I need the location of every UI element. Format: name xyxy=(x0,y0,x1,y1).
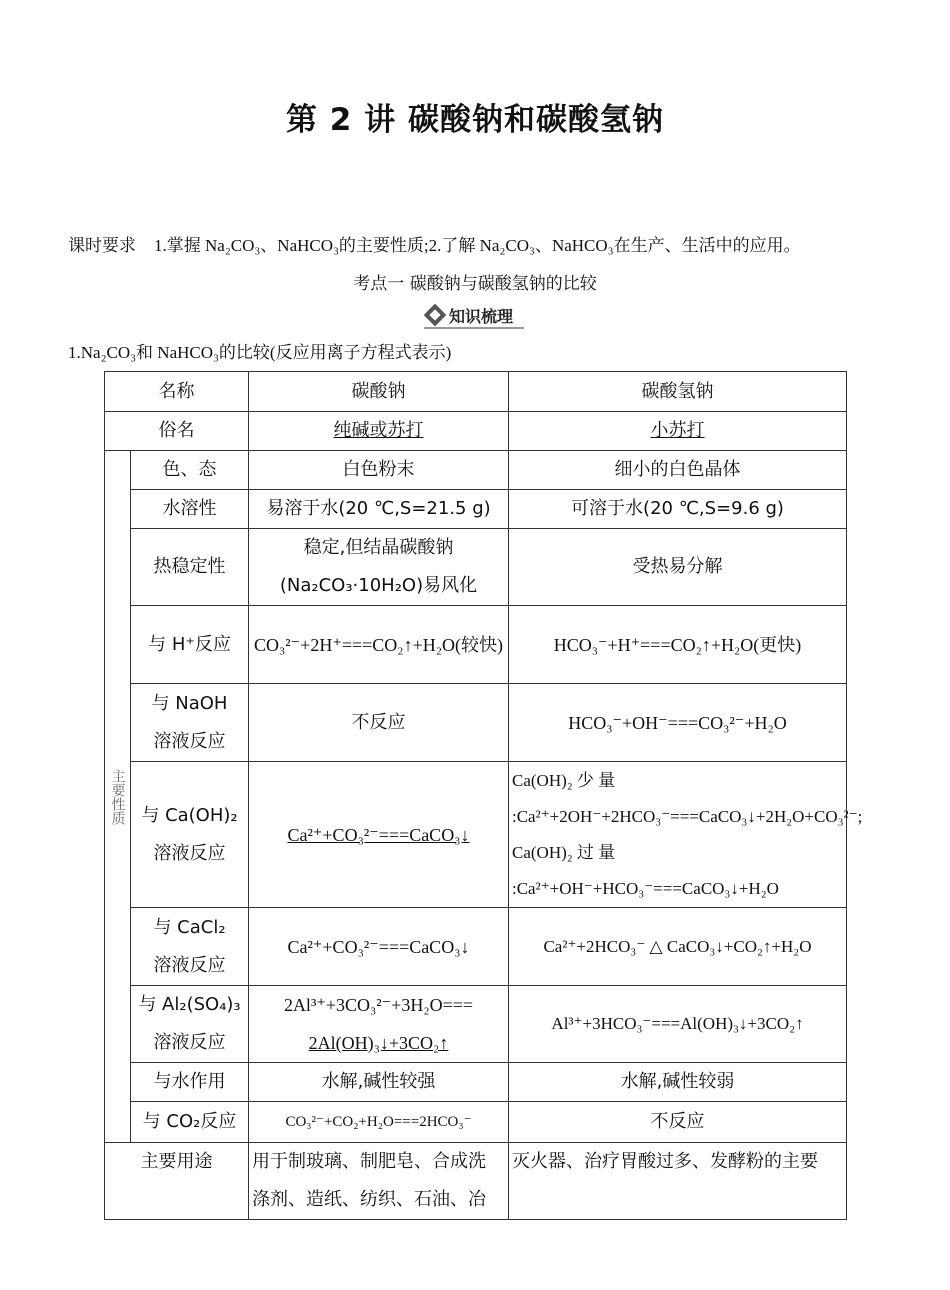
cell-na2co3: 水解,碱性较强 xyxy=(249,1063,509,1102)
row-label xyxy=(131,762,249,908)
table-row xyxy=(105,1102,847,1143)
table-row xyxy=(105,1143,847,1220)
table-row xyxy=(105,684,847,762)
header-name: 名称 xyxy=(105,372,249,412)
side-label xyxy=(105,451,131,1143)
table-row xyxy=(105,451,847,490)
side-label-text: 主要性质 xyxy=(109,768,126,825)
row-label xyxy=(131,684,249,762)
cell-na2co3: Ca²⁺+CO₃²⁻===CaCO₃↓ xyxy=(249,908,509,986)
cell-nahco3: HCO₃⁻+H⁺===CO₂↑+H₂O(更快) xyxy=(509,606,847,684)
table-row xyxy=(105,986,847,1063)
badge-label: 知识梳理 xyxy=(449,306,514,326)
comparison-heading: 1.Na₂CO₃和 NaHCO₃的比较(反应用离子方程式表示) xyxy=(68,343,452,362)
cell-nahco3: 受热易分解 xyxy=(509,529,847,606)
table-row xyxy=(105,490,847,529)
row-label: 俗名 xyxy=(105,412,249,451)
cell-line: (Na₂CO₃·10H₂O)易风化 xyxy=(279,575,478,596)
lesson-requirement xyxy=(68,231,801,256)
cell-line: 与 CaCl₂ xyxy=(153,916,226,938)
row-label: 与 H⁺反应 xyxy=(131,606,249,684)
cell-nahco3: 不反应 xyxy=(509,1102,847,1143)
cell-line: 溶液反应 xyxy=(153,842,226,864)
cell-nahco3: 水解,碱性较弱 xyxy=(509,1063,847,1102)
cell-na2co3: Ca²⁺+CO₃²⁻===CaCO₃↓ xyxy=(249,762,509,908)
cell-line: 溶液反应 xyxy=(153,954,226,976)
cell-line: Ca(OH)₂ 过 量 :Ca²⁺+OH⁻+HCO₃⁻===CaCO₃↓+H₂O xyxy=(512,842,779,898)
table-row xyxy=(105,606,847,684)
cell-line: 与 Al₂(SO₄)₃ xyxy=(138,994,241,1015)
table-row xyxy=(105,372,847,412)
cell-nahco3: 小苏打 xyxy=(509,412,847,451)
cell-na2co3: 不反应 xyxy=(249,684,509,762)
cell-line: 溶液反应 xyxy=(153,730,226,752)
requirement-label: 课时要求 xyxy=(68,236,136,256)
row-label: 与 CO₂反应 xyxy=(131,1102,249,1143)
row-label: 与水作用 xyxy=(131,1063,249,1102)
cell-na2co3: 纯碱或苏打 xyxy=(249,412,509,451)
table-row xyxy=(105,1063,847,1102)
table-row xyxy=(105,412,847,451)
diamond-icon xyxy=(424,304,447,327)
cell-line: 溶液反应 xyxy=(153,1032,226,1053)
row-label: 色、态 xyxy=(131,451,249,490)
requirement-text: 1.掌握 Na₂CO₃、NaHCO₃的主要性质;2.了解 Na₂CO₃、NaHCO₃在生产、生活中的应用。 xyxy=(154,236,801,255)
row-label: 热稳定性 xyxy=(131,529,249,606)
section-title: 考点一 碳酸钠与碳酸氢钠的比较 xyxy=(353,274,597,294)
row-label: 水溶性 xyxy=(131,490,249,529)
cell-nahco3: 可溶于水(20 ℃,S=9.6 g) xyxy=(509,490,847,529)
table-row xyxy=(105,762,847,908)
cell-line: 2Al³⁺+3CO₃²⁻+3H₂O=== xyxy=(283,995,474,1015)
cell-nahco3: HCO₃⁻+OH⁻===CO₃²⁻+H₂O xyxy=(509,684,847,762)
table-row xyxy=(105,529,847,606)
row-label xyxy=(131,986,249,1063)
cell-na2co3 xyxy=(249,1143,509,1220)
cell-na2co3: 易溶于水(20 ℃,S=21.5 g) xyxy=(249,490,509,529)
cell-nahco3: Ca²⁺+2HCO₃⁻ △ CaCO₃↓+CO₂↑+H₂O xyxy=(509,908,847,986)
cell-na2co3 xyxy=(249,529,509,606)
knowledge-badge xyxy=(424,303,524,327)
cell-line: Ca(OH)₂ 少 量 :Ca²⁺+2OH⁻+2HCO₃⁻===CaCO₃↓+2H₂O+CO₃²⁻; xyxy=(512,770,863,826)
cell-line: 稳定,但结晶碳酸钠 xyxy=(303,537,454,558)
cell-na2co3 xyxy=(249,986,509,1063)
comparison-table xyxy=(104,371,863,1220)
page-title: 第 2 讲 碳酸钠和碳酸氢钠 xyxy=(286,102,664,138)
cell-na2co3: 白色粉末 xyxy=(249,451,509,490)
cell-nahco3: Al³⁺+3HCO₃⁻===Al(OH)₃↓+3CO₂↑ xyxy=(509,986,847,1063)
header-na2co3: 碳酸钠 xyxy=(249,372,509,412)
cell-line: 2Al(OH)₃↓+3CO₂↑ xyxy=(308,1033,449,1053)
header-nahco3: 碳酸氢钠 xyxy=(509,372,847,412)
table-row xyxy=(105,908,847,986)
cell-na2co3: CO₃²⁻+CO₂+H₂O===2HCO₃⁻ xyxy=(249,1102,509,1143)
badge-underline xyxy=(424,327,524,329)
cell-line: 与 NaOH xyxy=(151,692,228,714)
cell-line: 与 Ca(OH)₂ xyxy=(141,804,238,826)
cell-line: 用于制玻璃、制肥皂、合成洗 xyxy=(252,1151,486,1172)
row-label: 主要用途 xyxy=(105,1143,249,1220)
row-label xyxy=(131,908,249,986)
cell-nahco3 xyxy=(509,762,863,908)
cell-na2co3: CO₃²⁻+2H⁺===CO₂↑+H₂O(较快) xyxy=(249,606,509,684)
cell-nahco3: 灭火器、治疗胃酸过多、发酵粉的主要 xyxy=(509,1143,847,1220)
cell-nahco3: 细小的白色晶体 xyxy=(509,451,847,490)
cell-line: 涤剂、造纸、纺织、石油、冶 xyxy=(252,1189,486,1210)
